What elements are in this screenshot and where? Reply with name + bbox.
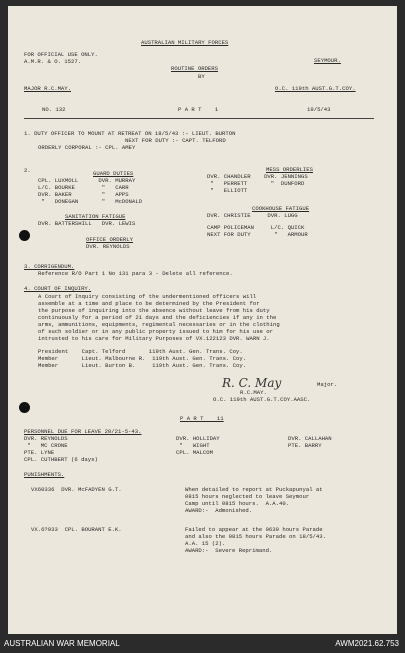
office-orderly-title: OFFICE ORDERLY — [86, 236, 133, 243]
mess-line: " ELLIOTT — [207, 187, 248, 194]
leave-title: PERSONNEL DUE FOR LEAVE 20/21-5-43. — [24, 428, 142, 435]
guard-line: " DONEGAN " McDONALD — [38, 198, 143, 205]
punishment1-line: Camp until 0815 hours. A.A.40. — [185, 500, 290, 507]
cookhouse-fatigue-title: COOKHOUSE FATIGUE — [252, 205, 310, 212]
archive-credit: AUSTRALIAN WAR MEMORIAL — [4, 639, 120, 648]
item1-line1: 1. DUTY OFFICER TO MOUNT AT RETREAT ON 18/5/43 :- LIEUT. BURTON — [24, 130, 236, 137]
part-1-heading: P A R T 1 — [178, 106, 219, 113]
inquiry-text-line: continuously for a period of 21 days and the deficiencies if any in the — [38, 314, 277, 321]
inquiry-member-line: Member Lieut. Burton B. 119th Aust. Gen. Trans. Coy. — [38, 362, 247, 369]
punishment1-name: VX60336 DVR. McFADYEN G.T. — [31, 486, 122, 493]
item1-line2: NEXT FOR DUTY :- CAPT. TELFORD — [125, 137, 226, 144]
inquiry-text-line: the purpose of inquiring into the absence without leave from his duty — [38, 307, 270, 314]
mess-line: DVR. CHANDLER DVR. JENNINGS — [207, 173, 308, 180]
punishment2-line: and also the 0815 hours Parade on 18/5/43. — [185, 533, 326, 540]
sanitation-fatigue-title: SANITATION FATIGUE — [65, 213, 126, 220]
inquiry-member-line: President Capt. Telford 119th Aust. Gen. Trans. Coy. — [38, 348, 243, 355]
leave-col3-line: DVR. CALLAHAN — [288, 435, 332, 442]
leave-col1-line: CPL. CUTHBERT (6 days) — [24, 456, 98, 463]
inquiry-text-line: intrusted to his care for Military Purposes of VX.122123 DVR. WARN J. — [38, 335, 270, 342]
oc-unit: O.C. 119th AUST.G.T.COY. — [275, 85, 356, 92]
inquiry-text-line: of such soldier or in any public property issued to him for his use or — [38, 328, 273, 335]
document-sheet — [8, 6, 397, 634]
item2-number: 2. — [24, 167, 31, 174]
punishment1-line: When detailed to report at Puckapunyal at — [185, 486, 323, 493]
leave-col2-line: DVR. HOLLIDAY — [176, 435, 220, 442]
location: SEYMOUR. — [314, 57, 341, 64]
punishment2-line: A.A. 15 (2). — [185, 540, 226, 547]
sanitation-line: DVR. BATTERSHILL DVR. LEWIS — [38, 220, 136, 227]
routine-orders-title: ROUTINE ORDERS — [171, 65, 218, 72]
guard-line: CPL. LUXMOLL DVR. MURRAY — [38, 177, 136, 184]
punishments-title: PUNISHMENTS. — [24, 471, 65, 478]
leave-col2-line: " WIGHT — [176, 442, 210, 449]
leave-col1-line: DVR. REYNOLDS — [24, 435, 68, 442]
signature-unit: O.C. 119th AUST.G.T.COY.AASC. — [213, 396, 311, 403]
corrigendum-line: Reference R/O Part 1 No 131 para 3 - Delete all reference. — [38, 270, 233, 277]
major-name: MAJOR R.C.MAY. — [24, 85, 71, 92]
inquiry-text-line: A Court of Inquiry consisting of the undermentioned officers will — [38, 293, 257, 300]
signature-rank: Major. — [317, 381, 338, 388]
punishment2-award: AWARD:- Severe Reprimand. — [185, 547, 273, 554]
part-2-heading: P A R T 11 — [180, 415, 224, 422]
leave-col1-line: " MC CRONE — [24, 442, 68, 449]
inquiry-member-line: Member Lieut. Malbourne R. 119th Aust. Gen. Trans. Coy. — [38, 355, 247, 362]
order-number: NO. 132 — [42, 106, 66, 113]
punishment2-name: VX.6?933 CPL. BOURANT E.K. — [31, 526, 122, 533]
punishment1-line: 0815 hours neglected to leave Seymour — [185, 493, 310, 500]
punishment2-line: Failed to appear at the 0630 hours Parade — [185, 526, 323, 533]
punch-hole-top — [19, 230, 30, 241]
cookhouse-line: DVR. CHRISTIE DVR. LUGG — [207, 212, 298, 219]
mess-line: " PERRETT " DUNFORD — [207, 180, 305, 187]
amr-ref: A.M.R. & O. 1527. — [24, 58, 82, 65]
item1-line3: ORDERLY CORPORAL :- CPL. AMEY — [38, 144, 136, 151]
court-of-inquiry-title: 4. COURT OF INQUIRY. — [24, 285, 92, 292]
signature: R. C. May — [222, 376, 282, 390]
divider — [24, 118, 374, 119]
official-use: FOR OFFICIAL USE ONLY. — [24, 51, 98, 58]
office-orderly-line: DVR. REYNOLDS — [86, 243, 130, 250]
leave-col3-line: PTE. BARRY — [288, 442, 322, 449]
guard-duties-title: GUARD DUTIES — [93, 170, 134, 177]
archive-reference: AWM2021.62.753 — [335, 639, 399, 648]
punishment1-award: AWARD:- Admonished. — [185, 507, 253, 514]
camp-policeman-line: CAMP POLICEMAN L/C. QUICK — [207, 224, 305, 231]
mess-orderlies-title: MESS ORDERLIES — [266, 166, 313, 173]
by-label: BY — [198, 73, 205, 80]
order-date: 19/5/43 — [307, 106, 331, 113]
org-heading: AUSTRALIAN MILITARY FORCES — [141, 39, 229, 46]
signature-name: R.C.MAY. — [240, 389, 267, 396]
camp-next-line: NEXT FOR DUTY " ARMOUR — [207, 231, 308, 238]
guard-line: DVR. BAKER " APPS — [38, 191, 129, 198]
inquiry-text-line: assemble at a time and place to be determined by the President for — [38, 300, 260, 307]
guard-line: L/C. BOURKE " CARR — [38, 184, 129, 191]
leave-col1-line: PTE. LYNE — [24, 449, 55, 456]
corrigendum-title: 3. CORRIGENDUM. — [24, 263, 75, 270]
punch-hole-bottom — [19, 402, 30, 413]
inquiry-text-line: arms, ammunitions, equipments, regimental necessaries or in the clothing — [38, 321, 280, 328]
leave-col2-line: CPL. MALCOM — [176, 449, 213, 456]
